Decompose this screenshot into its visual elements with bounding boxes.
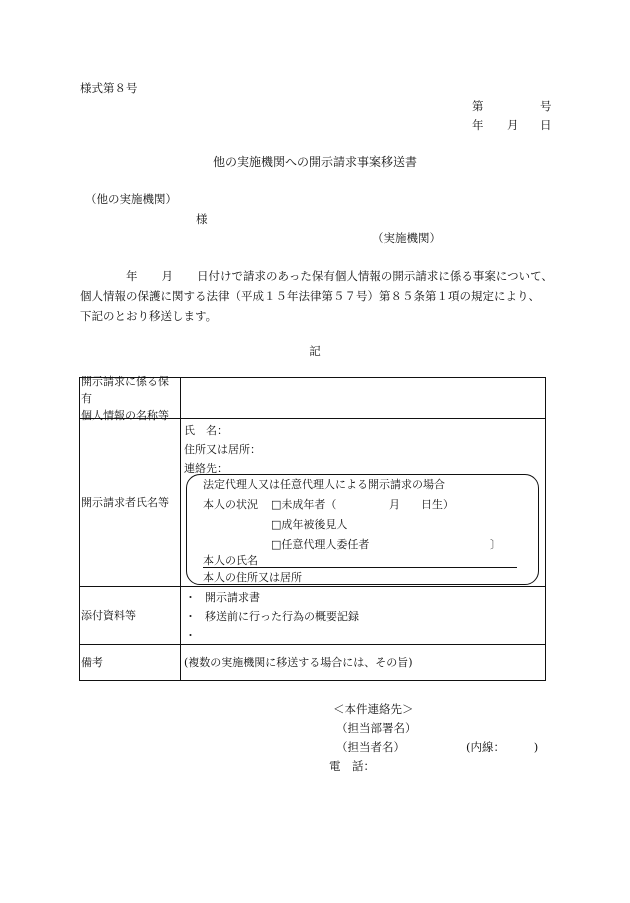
- body-line-2: 個人情報の保護に関する法律（平成１５年法律第５７号）第８５条第１項の規定により、: [80, 289, 540, 303]
- attachment-item[interactable]: [185, 627, 359, 646]
- address-line[interactable]: 住所又は居所：: [184, 443, 261, 456]
- ref-go: 号: [540, 99, 552, 113]
- ki-heading: 記: [309, 344, 321, 358]
- principal-name-label: 本人の氏名: [203, 554, 258, 567]
- date-year: 年: [472, 118, 484, 132]
- dept-label: （担当部署名）: [336, 721, 417, 735]
- attachment-text: 開示請求書: [205, 591, 260, 604]
- table-row: [80, 644, 545, 680]
- body-line-1-rest: 日付けで請求のあった保有個人情報の開示請求に係る事案について、: [197, 269, 553, 283]
- document-title: 他の実施機関への開示請求事案移送書: [212, 155, 417, 169]
- body-line-3: 下記のとおり移送します。: [80, 309, 218, 323]
- remarks-field[interactable]: [181, 645, 545, 680]
- honorific: 様: [196, 212, 208, 226]
- date-month: 月: [507, 118, 519, 132]
- row-label: 備考: [80, 645, 181, 680]
- representative-box: [186, 474, 539, 585]
- name-line[interactable]: 氏 名：: [184, 424, 228, 437]
- remarks-text: (複数の実施機関に移送する場合には、その旨): [184, 656, 413, 669]
- applicant-field: [181, 419, 545, 586]
- person-label: （担当者名）: [336, 740, 405, 754]
- proxy-checkbox[interactable]: □任意代理人委任者: [271, 538, 370, 551]
- principal-name-line[interactable]: [203, 554, 517, 568]
- minor-month: 月: [389, 498, 400, 511]
- bullet: ・: [185, 629, 196, 642]
- contact-person: [336, 738, 539, 757]
- bullet: ・: [185, 610, 196, 623]
- addressee: （他の実施機関）: [85, 192, 177, 206]
- contact-block: [329, 700, 539, 776]
- table-row: [80, 586, 545, 644]
- body-line-1: [80, 266, 560, 286]
- principal-address-line[interactable]: [203, 571, 517, 584]
- table-row: [80, 418, 545, 586]
- label-line: 個人情報の名称等: [81, 408, 169, 422]
- issue-date: [472, 119, 552, 135]
- row-label: [80, 374, 181, 422]
- attachments-field: [181, 587, 545, 644]
- adult-ward-checkbox[interactable]: □成年被後見人: [271, 518, 348, 531]
- contact-line[interactable]: 連絡先：: [184, 462, 228, 475]
- status-label: 本人の状況: [203, 498, 258, 511]
- contact-phone: 電 話：: [329, 759, 375, 773]
- table-row: [80, 374, 545, 422]
- ref-dai: 第: [472, 99, 484, 113]
- date-day: 日: [540, 118, 552, 132]
- rep-title: 法定代理人又は任意代理人による開示請求の場合: [203, 478, 445, 491]
- attachment-text: 移送前に行った行為の概要記録: [205, 610, 359, 623]
- extension-label: (内線： ): [466, 740, 539, 754]
- bullet: ・: [185, 591, 196, 604]
- principal-address-label: 本人の住所又は居所: [203, 571, 302, 584]
- transfer-table: [79, 374, 546, 681]
- row-label: 開示請求者氏名等: [80, 419, 181, 586]
- body-month: 月: [161, 269, 173, 283]
- label-line: 開示請求に係る保有: [81, 374, 169, 405]
- minor-birth: 日生）: [421, 498, 454, 511]
- attachment-item: [185, 608, 359, 627]
- attachment-item: [185, 589, 359, 608]
- body-year: 年: [126, 269, 138, 283]
- reference-number: [472, 100, 552, 116]
- sender: （実施機関）: [372, 231, 441, 245]
- contact-dept: [336, 719, 417, 738]
- form-number: 様式第８号: [80, 81, 138, 95]
- row-label: 添付資料等: [80, 587, 181, 644]
- minor-checkbox[interactable]: □未成年者（: [271, 498, 337, 511]
- contact-heading: ＜本件連絡先＞: [333, 702, 414, 716]
- body-text: [80, 266, 560, 326]
- bracket: 〕: [490, 538, 501, 551]
- personal-info-name-field[interactable]: [181, 378, 545, 418]
